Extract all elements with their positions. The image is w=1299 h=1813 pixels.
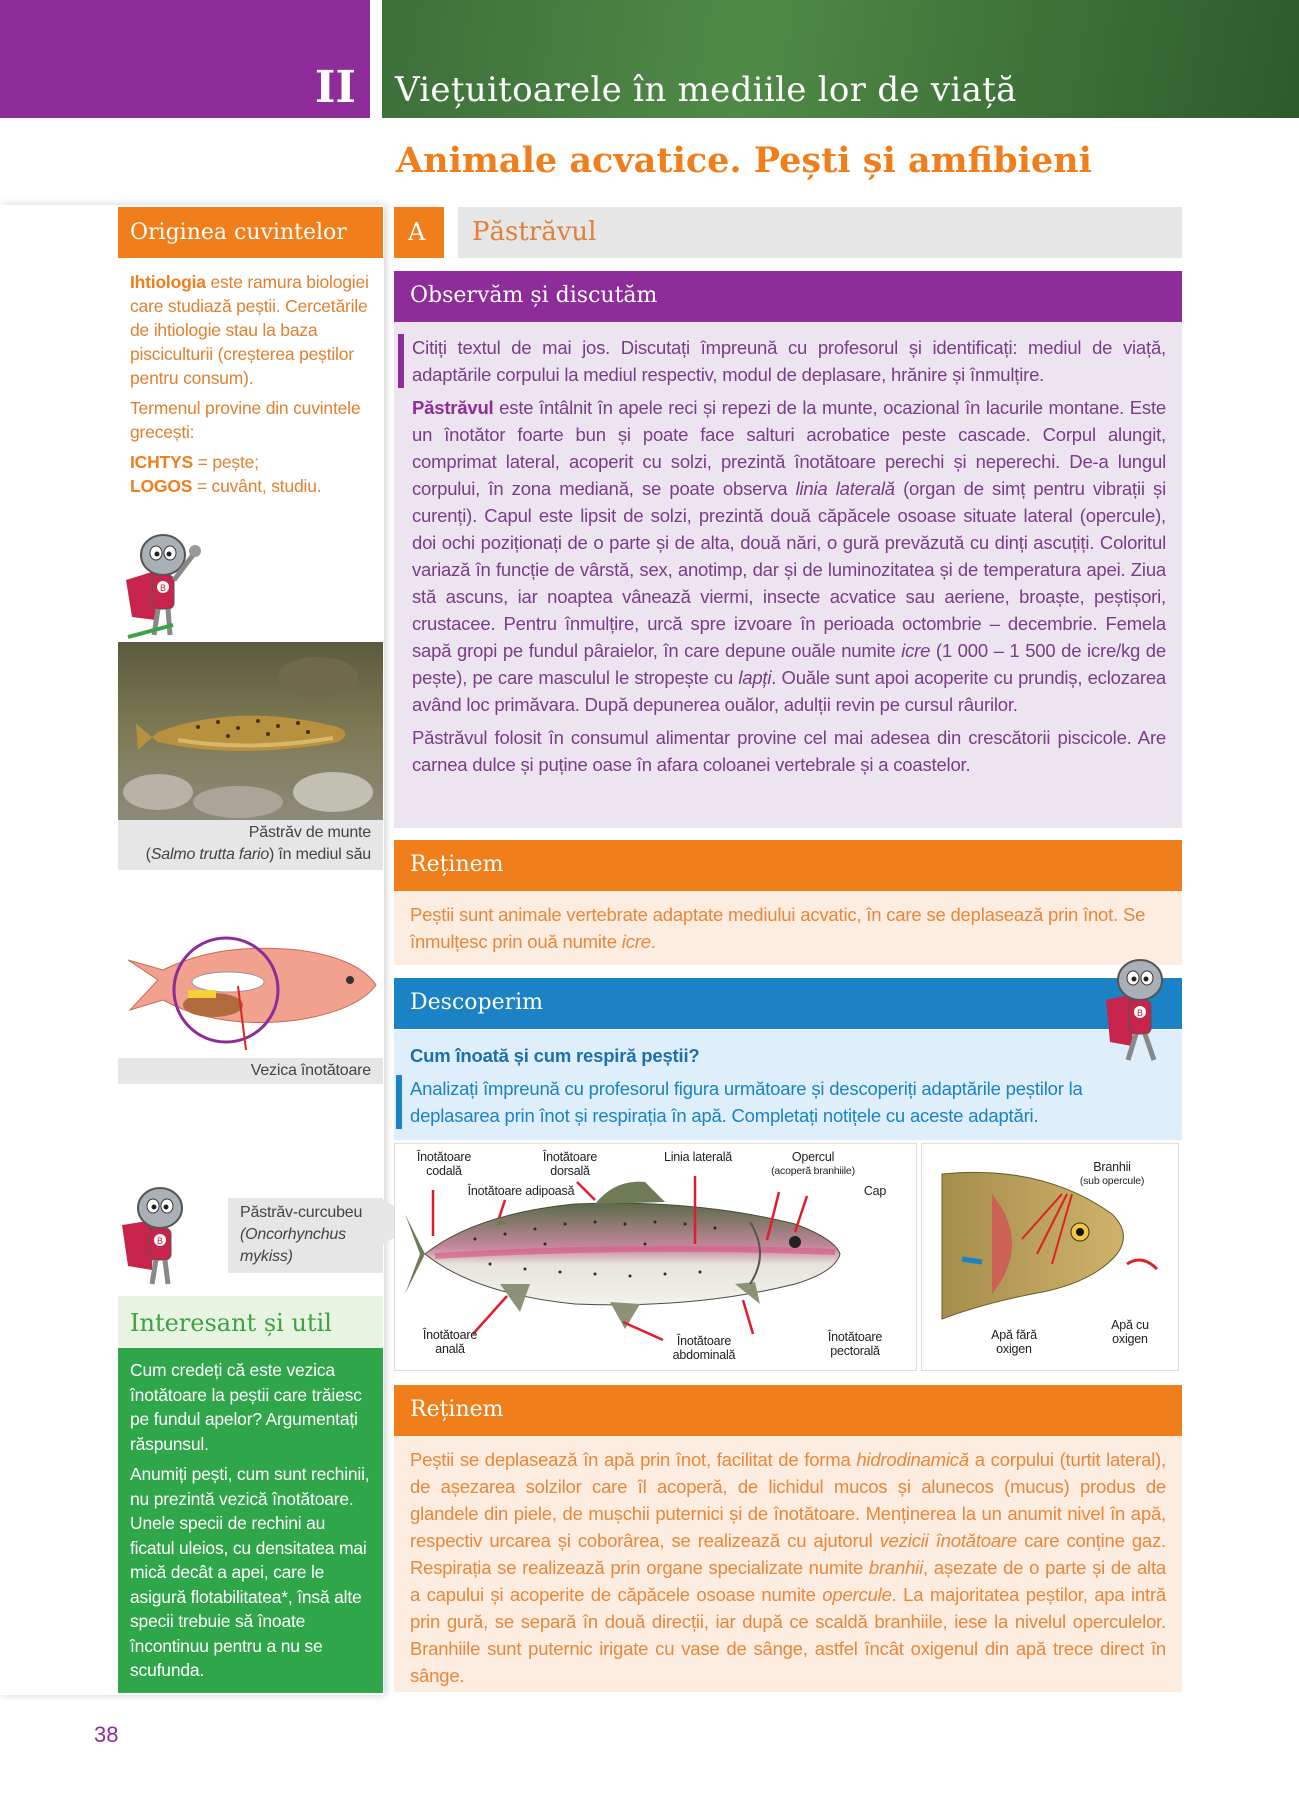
label-dorsal: Înotătoare dorsală	[542, 1150, 598, 1178]
observe-paragraph-2: Păstrăvul folosit în consumul alimentar provine cel mai adesea din crescătorii piscicole. Are carnea dulce și puține oase în afara coloanei vertebrale și a coastelor.	[412, 727, 1166, 775]
origin-heading: Originea cuvintelor	[118, 207, 383, 258]
trout-photo-caption	[118, 820, 383, 870]
caption-line-1: Păstrăv de munte	[248, 824, 371, 841]
observe-italic-2: icre	[901, 640, 931, 661]
label-water-oxygen: Apă cu oxigen	[1111, 1318, 1149, 1346]
swim-bladder-caption: Vezica înotătoare	[118, 1058, 383, 1084]
label-gills-note: (sub opercule)	[1079, 1175, 1145, 1187]
origin-word-2-def: = cuvânt, studiu.	[192, 476, 322, 496]
caption-paren: (	[145, 846, 151, 863]
retain2-c: care conține gaz. Respirația se realizează prin organe specializate numite	[410, 1530, 1166, 1578]
trout-anatomy-diagram	[394, 1143, 917, 1371]
retain2-b: a corpului (turtit lateral), de așezarea solzilor care îl acoperă, de lichidul mucos și alunecos (mucus) produs de glandele din piele, de mușchii puternici și de înotătoare. Menținerea la un anumit nivel în apă, respectiv urcarea și coborârea, se realizează cu ajutorul	[410, 1449, 1166, 1551]
observe-paragraph-1	[412, 394, 1166, 718]
discover-text: Analizați împreună cu profesorul figura următoare și descoperiți adaptările peștilor la deplasarea prin înot și respirația în apă. Completați notițele cu aceste adaptări.	[396, 1075, 1166, 1129]
label-adipose: Înotătoare adipoasă	[467, 1184, 575, 1198]
label-head: Cap	[863, 1184, 887, 1198]
label-abdominal: Înotătoare abdominală	[672, 1334, 736, 1362]
chapter-number-box	[0, 0, 370, 118]
mascot-badge-2: B	[156, 1237, 164, 1247]
origin-word-1-def: = pește;	[192, 452, 259, 472]
rainbow-trout-caption	[228, 1198, 383, 1273]
label-lateral-line: Linia laterală	[663, 1150, 733, 1164]
origin-text-2: Termenul provine din cuvintele grecești:	[130, 398, 361, 442]
mascot-illustration-2	[118, 1180, 208, 1290]
label-anal: Înotătoare anală	[422, 1328, 478, 1356]
caption-species: Salmo trutta fario	[150, 846, 270, 863]
origin-term: Ihtiologia	[130, 272, 206, 292]
mascot-illustration-3	[1098, 950, 1180, 1068]
rainbow-caption-2: (Oncorhynchus	[240, 1226, 346, 1243]
interesting-heading: Interesant și util	[118, 1296, 383, 1348]
observe-italic-1: linia laterală	[795, 478, 895, 499]
label-caudal: Înotătoare codală	[416, 1150, 472, 1178]
discover-box	[394, 1030, 1182, 1140]
interesting-text-1: Cum credeți că este vezica înotătoare la peștii care trăiesc pe fundul apelor? Argumentați răspunsul.	[130, 1360, 362, 1454]
retain1-italic: icre	[621, 931, 651, 952]
chapter-number: II	[314, 62, 356, 113]
observe-term: Păstrăvul	[412, 397, 494, 418]
label-water-no-oxygen: Apă fără oxigen	[991, 1328, 1037, 1356]
observe-intro: Citiți textul de mai jos. Discutați împreună cu profesorul și identificați: mediul de viață, adaptările corpului la mediul respectiv, modul de deplasare, hrănire și înmulțire.	[398, 334, 1166, 388]
interesting-box	[118, 1348, 383, 1693]
origin-word-1: ICHTYS	[130, 452, 193, 472]
section-letter: A	[394, 207, 444, 258]
label-operculum: Opercul	[791, 1150, 835, 1164]
observe-text-c: (1 000 – 1 500 de icre/kg de pește), pe care masculul le stropește cu	[412, 640, 1166, 688]
origin-box	[118, 258, 383, 508]
retain2-it1: hidrodinamică	[856, 1449, 969, 1470]
retain-heading-1: Reținem	[394, 840, 1182, 891]
caption-line-2: ) în mediul său	[269, 846, 371, 863]
retain2-it4: opercule	[822, 1584, 892, 1605]
label-gills: Branhii	[1093, 1160, 1131, 1174]
observe-text-a: este întâlnit în apele reci și repezi de la munte, ocazional în lacurile montane. Este un înotător foarte bun și poate face salturi acrobatice peste cascade. Corpul alungit, comprimat lateral, acoperit cu solzi, prezintă înotătoare perechi și neperechi. De-a lungul corpului, în zona mediană, se poate observa	[412, 397, 1166, 499]
observe-text-d: . Ouăle sunt apoi acoperite cu prundiș, eclozarea având loc primăvara. După depunerea ouălor, adulții revin pe cursul râurilor.	[412, 667, 1166, 715]
swim-bladder-illustration	[118, 920, 383, 1058]
observe-box	[394, 322, 1182, 828]
page-number: 38	[94, 1722, 119, 1747]
retain2-d: , așezate de o parte și de alta a capului și acoperite de căpăcele osoase numite	[410, 1557, 1166, 1605]
trout-photo	[118, 642, 383, 820]
chapter-title: Viețuitoarele în mediile lor de viață	[395, 70, 1017, 110]
label-pectoral: Înotătoare pectorală	[827, 1330, 883, 1358]
retain-box-2	[394, 1436, 1182, 1692]
retain-box-1	[394, 891, 1182, 965]
origin-text-1: este ramura biologiei care studiază peștii. Cercetările de ihtiologie stau la baza pisciculturii (creșterea peștilor pentru consum).	[130, 272, 369, 388]
rainbow-caption-1: Păstrăv-curcubeu	[240, 1204, 363, 1221]
retain2-e: . La majoritatea peștilor, apa intră prin gură, se separă în două direcții, iar după ce scaldă branhiile, iese la nivelul operculelor. Branhiile sunt puternic irigate cu vase de sânge, astfel încât oxigenul din apă trece direct în sânge.	[410, 1584, 1167, 1686]
origin-word-2: LOGOS	[130, 476, 193, 496]
observe-text-b: (organ de simț pentru vibrații și curenți). Capul este lipsit de solzi, prezintă două căpăcele osoase situate lateral (opercule), doi ochi poziționați de o parte și de alta, două nări, o gură prevăzută cu dinți ascuțiți. Coloritul variază în funcție de vârstă, sex, anotimp, dar și de luminozitatea și de temperatura apei. Ziua stă ascuns, iar noaptea vânează viermi, insecte acvatice sau aeriene, broaște, peștișori, crustacee. Pentru înmulțire, urcă spre izvoare în perioada octombrie – decembrie. Femela sapă gropi pe fundul pâraielor, în care depune ouăle numite	[412, 478, 1166, 661]
rainbow-caption-3: mykiss)	[240, 1248, 293, 1265]
gill-respiration-diagram	[921, 1143, 1179, 1371]
retain1-text-b: .	[650, 931, 656, 952]
section-title: Păstrăvul	[458, 207, 1182, 258]
discover-question: Cum înoată și cum respiră peștii?	[410, 1045, 700, 1066]
retain2-it3: branhii	[868, 1557, 923, 1578]
retain1-text-a: Peștii sunt animale vertebrate adaptate mediului acvatic, în care se deplasează prin înot. Se înmulțesc prin ouă numite	[410, 904, 1146, 952]
observe-italic-3: lapți	[738, 667, 772, 688]
interesting-text-2: Anumiți pești, cum sunt rechinii, nu prezintă vezică înotătoare. Unele specii de rechini au ficatul uleios, cu densitatea mai mică decât a apei, care le asigură flotabilitatea*, însă alte specii trebuie să înoate încontinuu pentru a nu se scufunda.	[130, 1464, 370, 1680]
label-operculum-note: (acoperă branhiile)	[771, 1165, 855, 1177]
observe-heading: Observăm și discutăm	[394, 271, 1182, 322]
mascot-badge-1: B	[159, 584, 167, 594]
retain2-a: Peștii se deplasează în apă prin înot, facilitat de forma	[410, 1449, 857, 1470]
mascot-illustration	[118, 525, 208, 645]
retain2-it2: vezicii înotătoare	[879, 1530, 1018, 1551]
mascot-badge-3: B	[1136, 1009, 1144, 1019]
discover-heading: Descoperim	[394, 978, 1182, 1029]
retain-heading-2: Reținem	[394, 1385, 1182, 1436]
lesson-title: Animale acvatice. Pești și amfibieni	[396, 140, 1092, 181]
